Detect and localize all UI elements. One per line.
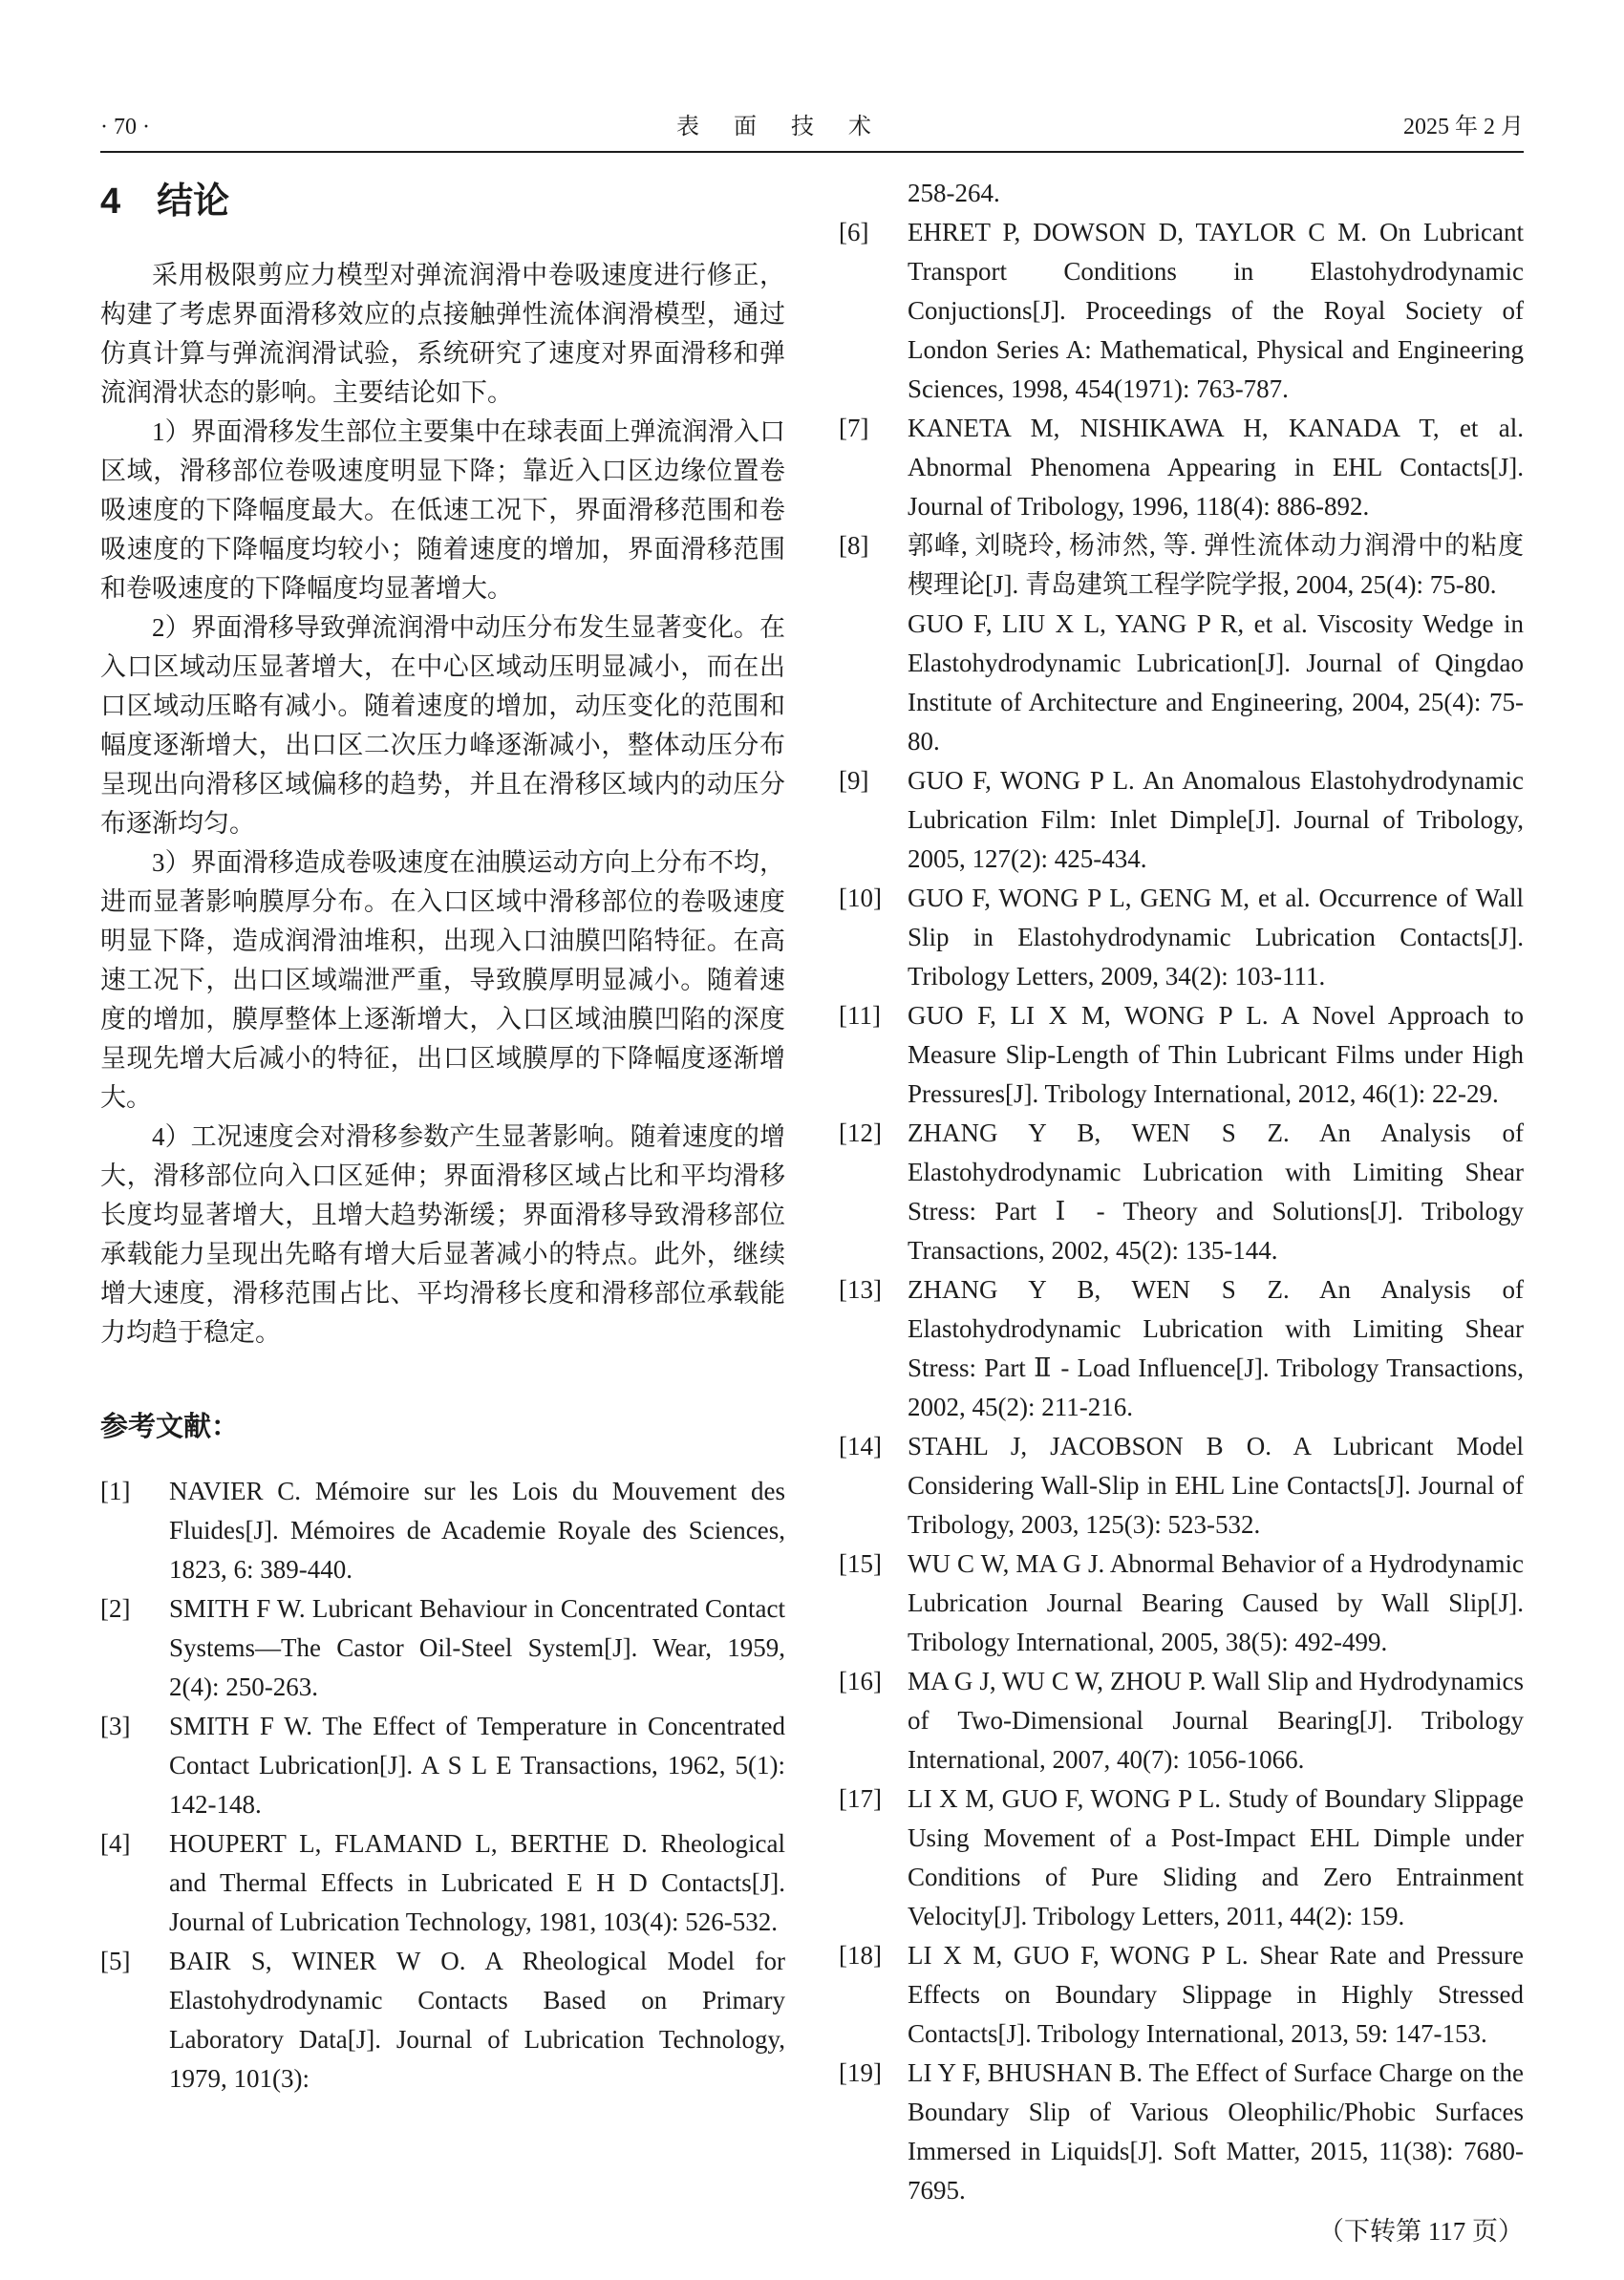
reference-text: GUO F, LI X M, WONG P L. A Novel Approach to Measure Slip-Length of Thin Lubricant Films under High Pressures[J]. Tribology International, 2012, 46(1): 22-29. [908,1001,1524,1108]
reference-label: [9] [839,766,869,795]
reference-label: [1] [100,1477,131,1505]
reference-item [839,1270,1524,1427]
reference-label: [8] [839,531,869,560]
reference-label: [2] [100,1594,131,1623]
reference-label: [3] [100,1712,131,1740]
header-rule [100,151,1524,153]
reference-item [839,879,1524,996]
reference-item [839,1114,1524,1270]
reference-item [839,1936,1524,2054]
reference-text: HOUPERT L, FLAMAND L, BERTHE D. Rheological and Thermal Effects in Lubricated E H D Contacts[J]. Journal of Lubrication Technology, 1981, 103(4): 526-532. [169,1829,785,1936]
reference-text: KANETA M, NISHIKAWA H, KANADA T, et al. Abnormal Phenomena Appearing in EHL Contacts[J]. Journal of Tribology, 1996, 118(4): 886-892. [908,414,1524,521]
reference-item [839,2054,1524,2210]
reference-text: SMITH F W. The Effect of Temperature in Concentrated Contact Lubrication[J]. A S L E Transactions, 1962, 5(1): 142-148. [169,1712,785,1819]
left-column [100,174,785,2242]
reference-text: LI Y F, BHUSHAN B. The Effect of Surface Charge on the Boundary Slip of Various Oleophilic/Phobic Surfaces Immersed in Liquids[J]. Soft Matter, 2015, 11(38): 7680-7695. [908,2058,1524,2205]
issue-date: 2025 年 2 月 [1402,115,1524,139]
reference-text: EHRET P, DOWSON D, TAYLOR C M. On Lubricant Transport Conditions in Elastohydrodynamic Conjuctions[J]. Proceedings of the Royal Society of London Series A: Mathematical, Physical and Engineering Sciences, 1998, 454(1971): 763-787. [908,218,1524,403]
continued-note: （下转第 117 页） [1318,2217,1524,2246]
conclusion-paragraph: 2）界面滑移导致弹流润滑中动压分布发生显著变化。在入口区域动压显著增大，在中心区域动压明显减小，而在出口区域动压略有减小。随着速度的增加，动压变化的范围和幅度逐渐增大，出口区二次压力峰逐渐减小，整体动压分布呈现出向滑移区域偏移的趋势，并且在滑移区域内的动压分布逐渐均匀。 [100,613,785,838]
reference-label: [10] [839,884,882,912]
reference-item [839,1779,1524,1936]
reference-item [839,1427,1524,1545]
conclusion-paragraph: 1）界面滑移发生部位主要集中在球表面上弹流润滑入口区域，滑移部位卷吸速度明显下降；靠近入口区边缘位置卷吸速度的下降幅度最大。在低速工况下，界面滑移范围和卷吸速度的下降幅度均较小；随着速度的增加，界面滑移范围和卷吸速度的下降幅度均显著增大。 [100,417,785,603]
reference-item [839,409,1524,526]
page-content [100,174,1524,2246]
page-number: · 70 · [100,115,150,139]
reference-label: [13] [839,1275,882,1304]
reference-item-translation [839,605,1524,761]
reference-label: [16] [839,1667,882,1695]
reference-label: [17] [839,1784,882,1813]
reference-text: 郭峰, 刘晓玲, 杨沛然, 等. 弹性流体动力润滑中的粘度楔理论[J]. 青岛建筑工程学院学报, 2004, 25(4): 75-80. [908,531,1524,599]
reference-text: NAVIER C. Mémoire sur les Lois du Mouvement des Fluides[J]. Mémoires de Academie Royale des Sciences, 1823, 6: 389-440. [169,1477,785,1584]
conclusion-paragraph: 4）工况速度会对滑移参数产生显著影响。随着速度的增大，滑移部位向入口区延伸；界面滑移区域占比和平均滑移长度均显著增大，且增大趋势渐缓；界面滑移导致滑移部位承载能力呈现出先略有增大后显著减小的特点。此外，继续增大速度，滑移范围占比、平均滑移长度和滑移部位承载能力均趋于稳定。 [100,1122,785,1347]
section-heading [100,180,785,224]
reference-item [839,1662,1524,1779]
reference-text: BAIR S, WINER W O. A Rheological Model for Elastohydrodynamic Contacts Based on Primary Laboratory Data[J]. Journal of Lubrication Technology, 1979, 101(3): [169,1947,785,2093]
reference-text: GUO F, WONG P L, GENG M, et al. Occurrence of Wall Slip in Elastohydrodynamic Lubrication Contacts[J]. Tribology Letters, 2009, 34(2): 103-111. [908,884,1524,991]
reference-text: STAHL J, JACOBSON B O. A Lubricant Model Considering Wall-Slip in EHL Line Contacts[J]. Journal of Tribology, 2003, 125(3): 523-532. [908,1432,1524,1539]
right-column [839,174,1524,2246]
reference-text: 258-264. [908,179,1000,207]
reference-text: GUO F, WONG P L. An Anomalous Elastohydrodynamic Lubrication Film: Inlet Dimple[J]. Journal of Tribology, 2005, 127(2): 425-434. [908,766,1524,873]
reference-item [839,761,1524,879]
reference-label: [5] [100,1947,131,1975]
reference-item [100,1707,785,1824]
reference-text: MA G J, WU C W, ZHOU P. Wall Slip and Hydrodynamics of Two-Dimensional Journal Bearing[J]. Tribology International, 2007, 40(7): 1056-1066. [908,1667,1524,1774]
reference-item [839,526,1524,605]
reference-label: [19] [839,2058,882,2087]
reference-label: [15] [839,1549,882,1578]
reference-label: [18] [839,1941,882,1970]
reference-text: GUO F, LIU X L, YANG P R, et al. Viscosity Wedge in Elastohydrodynamic Lubrication[J]. Journal of Qingdao Institute of Architecture and Engineering, 2004, 25(4): 75-80. [908,609,1524,756]
section-number: 4 [100,181,121,222]
reference-text: ZHANG Y B, WEN S Z. An Analysis of Elastohydrodynamic Lubrication with Limiting Shear Stress: Part Ⅱ - Load Influence[J]. Tribology Transactions, 2002, 45(2): 211-216. [908,1275,1524,1421]
reference-label: [12] [839,1119,882,1147]
reference-label: [14] [839,1432,882,1460]
reference-text: ZHANG Y B, WEN S Z. An Analysis of Elastohydrodynamic Lubrication with Limiting Shear Stress: Part Ⅰ - Theory and Solutions[J]. Tribology Transactions, 2002, 45(2): 135-144. [908,1119,1524,1265]
reference-carryover [839,174,1524,213]
reference-label: [7] [839,414,869,442]
reference-item [839,996,1524,1114]
reference-item [100,1942,785,2099]
reference-text: SMITH F W. Lubricant Behaviour in Concentrated Contact Systems—The Castor Oil-Steel System[J]. Wear, 1959, 2(4): 250-263. [169,1594,785,1701]
reference-label: [4] [100,1829,131,1858]
reference-text: LI X M, GUO F, WONG P L. Shear Rate and Pressure Effects on Boundary Slippage in Highly Stressed Contacts[J]. Tribology International, 2013, 59: 147-153. [908,1941,1524,2048]
reference-item [100,1589,785,1707]
page-header [100,107,1524,140]
journal-title: 表 面 技 术 [675,115,877,139]
section-title: 结论 [157,181,230,222]
conclusion-paragraph: 采用极限剪应力模型对弹流润滑中卷吸速度进行修正，构建了考虑界面滑移效应的点接触弹性流体润滑模型，通过仿真计算与弹流润滑试验，系统研究了速度对界面滑移和弹流润滑状态的影响。主要结论如下。 [100,261,785,407]
reference-item [839,213,1524,409]
reference-item [100,1824,785,1942]
reference-item [839,1545,1524,1662]
reference-text: WU C W, MA G J. Abnormal Behavior of a Hydrodynamic Lubrication Journal Bearing Caused by Wall Slip[J]. Tribology International, 2005, 38(5): 492-499. [908,1549,1524,1656]
reference-item [100,1472,785,1589]
references-heading: 参考文献： [100,1412,240,1442]
conclusion-paragraph: 3）界面滑移造成卷吸速度在油膜运动方向上分布不均，进而显著影响膜厚分布。在入口区域中滑移部位的卷吸速度明显下降，造成润滑油堆积，出现入口油膜凹陷特征。在高速工况下，出口区域端泄严重，导致膜厚明显减小。随着速度的增加，膜厚整体上逐渐增大，入口区域油膜凹陷的深度呈现先增大后减小的特征，出口区域膜厚的下降幅度逐渐增大。 [100,848,785,1112]
reference-label: [11] [839,1001,881,1030]
reference-label: [6] [839,218,869,246]
reference-text: LI X M, GUO F, WONG P L. Study of Boundary Slippage Using Movement of a Post-Impact EHL Dimple under Conditions of Pure Sliding and Zero Entrainment Velocity[J]. Tribology Letters, 2011, 44(2): 159. [908,1784,1524,1930]
